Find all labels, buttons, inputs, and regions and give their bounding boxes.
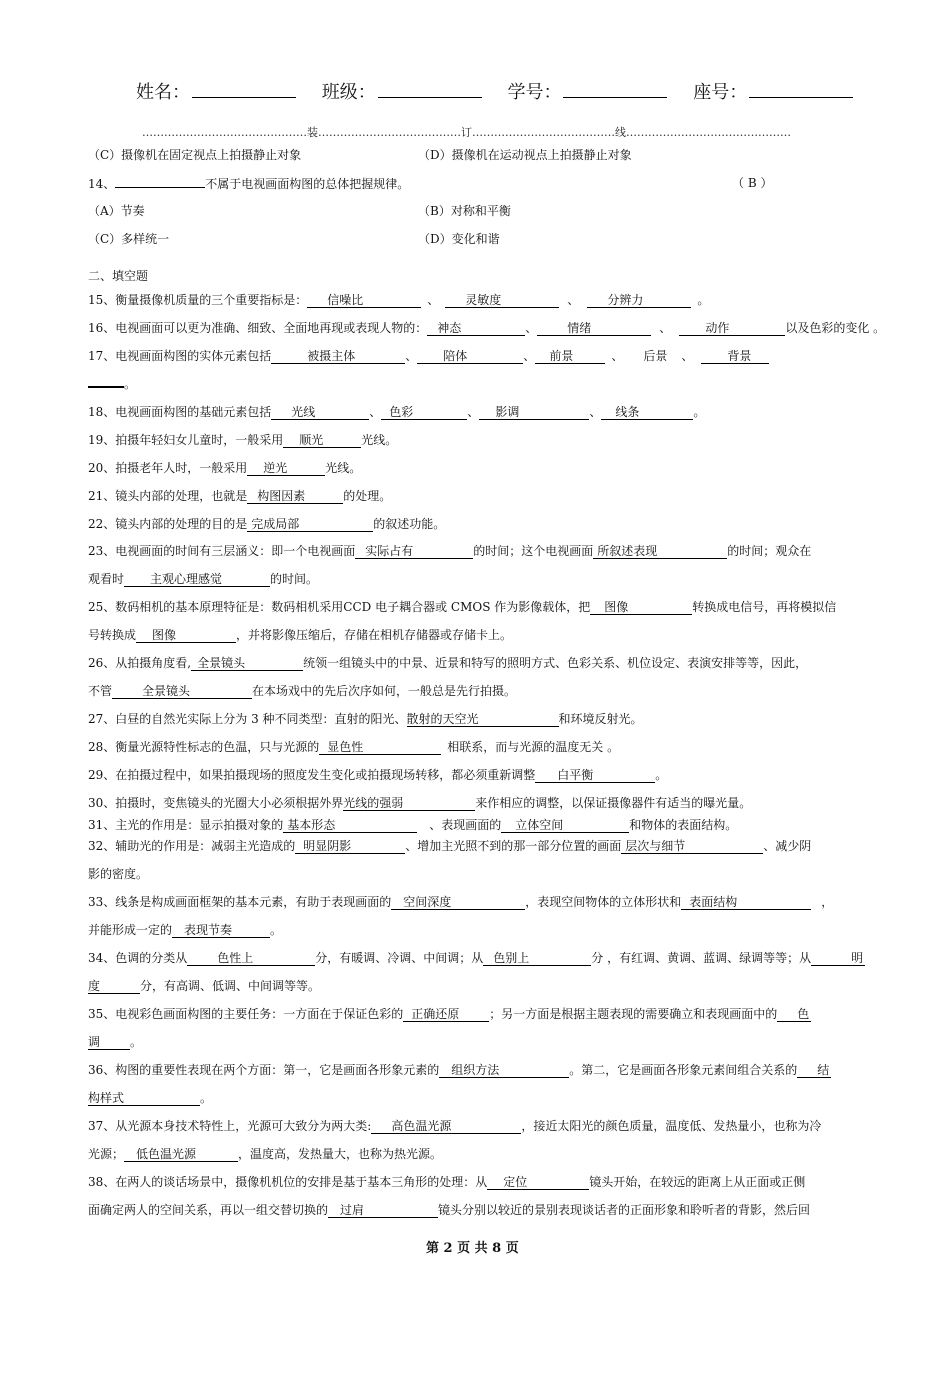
q33-line-1: 33、线条是构成画面框架的基本元素，有助于表现画面的 空间深度 ，表现空间物体的立体形状和 表面结构 ， [88, 895, 834, 909]
q21-answer: 构图因素 [247, 489, 343, 504]
q19: 19、拍摄年轻妇女儿童时，一般采用 顺光 光线。 [88, 433, 398, 447]
q35-line-1: 35、电视彩色画面构图的主要任务：一方面在于保证色彩的 正确还原 ；另一方面是根据主题表现的需要确立和表现画面中的 色 [88, 1007, 810, 1021]
name-label: 姓名： [136, 82, 190, 103]
q29: 29、在拍摄过程中，如果拍摄现场的照度发生变化或拍摄现场转移，都必须重新调整 白平衡 。 [88, 768, 668, 782]
q33-line-2: 并能形成一定的 表现节奏 。 [88, 923, 283, 937]
q34-answer-1: 色性上 [187, 951, 315, 966]
q30: 30、拍摄时，变焦镜头的光圈大小必须根据外界光线的强弱 来作相应的调整，以保证摄像器件有适当的曝光量。 [88, 796, 752, 810]
q14-blank [115, 175, 205, 188]
q18-answer-3: 影调 [479, 405, 589, 420]
q14-option-d: （D）变化和谐 [418, 232, 500, 246]
q26-answer-1: 全景镜头 [191, 656, 303, 671]
seat-label: 座号： [693, 82, 748, 103]
section-title-fill-in: 二、填空题 [88, 269, 149, 283]
q25-answer-2: 图像 [136, 628, 236, 643]
q32-answer-2: 层次与细节 [621, 839, 763, 854]
student-id-field[interactable] [563, 81, 667, 98]
q17-continuation: 。 [88, 374, 136, 392]
q33-answer-1: 空间深度 [391, 895, 525, 910]
q17: 17、电视画面构图的实体元素包括 被摄主体 、 陪体 、 前景 、 后景 、 背景 [88, 348, 769, 364]
q31-answer-2: 立体空间 [501, 818, 629, 833]
q23-line-1: 23、电视画面的时间有三层涵义：即一个电视画面 实际占有 的时间；这个电视画面 所叙述表现 的时间；观众在 [88, 544, 812, 558]
q18: 18、电视画面构图的基础元素包括 光线 、 色彩 、 影调 、 线条 。 [88, 405, 706, 419]
q36-line-2: 构样式 。 [88, 1091, 213, 1105]
q15-answer-3: 分辨力 [587, 293, 691, 308]
binding-seg-2: …………………………………订 [318, 126, 472, 139]
q14-option-a: （A）节奏 [88, 204, 145, 218]
q37-line-1: 37、从光源本身技术特性上，光源可大致分为两大类: 高色温光源 ，接近太阳光的颜色质量，温度低、发热量小，也称为冷 [88, 1119, 822, 1133]
q37-answer-1: 高色温光源 [371, 1119, 521, 1134]
q31-answer-1: 基本形态 [283, 818, 417, 833]
q14-number: 14、 [88, 177, 116, 191]
student-id-label: 学号： [507, 82, 562, 103]
q25-line-2: 号转换成 图像 ，并将影像压缩后，存储在相机存储器或存储卡上。 [88, 628, 513, 642]
q20: 20、拍摄老年人时，一般采用 逆光 光线。 [88, 461, 362, 475]
binding-seg-1: ………………………………………装 [142, 126, 318, 139]
q21: 21、镜头内部的处理，也就是 构图因素 的处理。 [88, 489, 392, 503]
class-label: 班级： [321, 82, 376, 103]
q36-answer-2a: 结 [797, 1063, 831, 1078]
page-number: 第 2 页 共 8 页 [426, 1241, 519, 1256]
q18-answer-2: 色彩 [381, 405, 467, 420]
q14-text: 不属于电视画面构图的总体把握规律。 [205, 177, 410, 191]
q38-answer-1: 定位 [487, 1175, 589, 1190]
q38-line-1: 38、在两人的谈话场景中，摄像机机位的安排是基于基本三角形的处理：从 定位 镜头开始，在较远的距离上从正面或正侧 [88, 1175, 806, 1189]
q18-answer-1: 光线 [271, 405, 369, 420]
q32-answer-1: 明显阴影 [295, 839, 405, 854]
q13-option-d: （D）摄像机在运动视点上拍摄静止对象 [418, 148, 632, 162]
q17-answer-5: 背景 [701, 349, 769, 364]
q26-line-2: 不管 全景镜头 在本场戏中的先后次序如何，一般总是先行拍摄。 [88, 684, 517, 698]
q25-answer-1: 图像 [590, 600, 692, 615]
q16-answer-1: 神态 [427, 321, 525, 336]
q13-option-c: （C）摄像机在固定视点上拍摄静止对象 [88, 148, 302, 162]
q20-answer: 逆光 [247, 461, 325, 476]
q34-answer-3b: 度 [88, 979, 140, 994]
q30-answer: 光线的强弱 [343, 796, 475, 811]
q16: 16、电视画面可以更为准确、细致、全面地再现或表现人物的： 神态 、 情绪 、 动作 以及色彩的变化 。 [88, 321, 886, 335]
q23-answer-3: 主观心理感觉 [124, 572, 270, 587]
q33-answer-3: 表现节奏 [172, 923, 270, 938]
q28: 28、衡量光源特性标志的色温，只与光源的 显色性 相联系，而与光源的温度无关 。 [88, 740, 620, 754]
q27-answer: 散射的天空光 [407, 712, 559, 727]
q16-answer-2: 情绪 [537, 321, 651, 336]
q29-answer: 白平衡 [535, 768, 655, 783]
q23-answer-1: 实际占有 [355, 544, 473, 559]
q14-option-c: （C）多样统一 [88, 232, 170, 246]
q31: 31、主光的作用是：显示拍摄对象的 基本形态 、表现画面的 立体空间 和物体的表面结构。 [88, 818, 738, 832]
q15: 15、衡量摄像机质量的三个重要指标是： 信噪比 、 灵敏度 、 分辨力 。 [88, 293, 710, 307]
q14-option-b: （B）对称和平衡 [418, 204, 511, 218]
q38-answer-2: 过肩 [328, 1203, 438, 1218]
q32-line-1: 32、辅助光的作用是：减弱主光造成的 明显阴影 、增加主光照不到的那一部分位置的画面 层次与细节 、减少阴 [88, 839, 812, 853]
q17-answer-2: 陪体 [417, 349, 523, 364]
q18-answer-4: 线条 [601, 405, 693, 420]
q34-line-2: 度 分，有高调、低调、中间调等等。 [88, 979, 321, 993]
q36-answer-1: 组织方法 [439, 1063, 569, 1078]
q16-answer-3: 动作 [679, 321, 785, 336]
q32-line-2: 影的密度。 [88, 867, 149, 881]
q19-answer: 顺光 [283, 433, 361, 448]
q26-answer-2: 全景镜头 [112, 684, 252, 699]
q33-answer-2: 表面结构 [681, 895, 811, 910]
q17-answer-1: 被摄主体 [271, 349, 405, 364]
q17-item-4: 后景 [643, 349, 668, 363]
q22: 22、镜头内部的处理的目的是 完成局部 的叙述功能。 [88, 517, 446, 531]
q37-line-2: 光源； 低色温光源 ，温度高，发热量大，也称为热光源。 [88, 1147, 443, 1161]
binding-seg-3: …………………………………线 [472, 126, 626, 139]
q34-answer-3a: 明 [811, 951, 865, 966]
q35-answer-2b: 调 [88, 1035, 130, 1050]
q17-answer-3: 前景 [535, 349, 605, 364]
binding-seg-4: ……………………………………… [626, 126, 791, 139]
q38-line-2: 面确定两人的空间关系，再以一组交替切换的 过肩 镜头分别以较近的景别表现谈话者的正面形象和聆听者的背影，然后回 [88, 1203, 811, 1217]
name-field[interactable] [192, 81, 296, 98]
student-info-header [136, 78, 853, 104]
q25-line-1: 25、数码相机的基本原理特征是：数码相机采用CCD 电子耦合器或 CMOS 作为影像载体，把 图像 转换成电信号，再将模拟信 [88, 600, 837, 614]
q23-answer-2: 所叙述表现 [593, 544, 727, 559]
q27: 27、白昼的自然光实际上分为 3 种不同类型：直射的阳光、散射的天空光 和环境反射光。 [88, 712, 643, 726]
q34-line-1: 34、色调的分类从 色性上 分，有暖调、冷调、中间调；从 色别上 分 ，有红调、黄调、蓝调、绿调等等；从 明 [88, 951, 864, 965]
q23-line-2: 观看时 主观心理感觉 的时间。 [88, 572, 319, 586]
seat-field[interactable] [749, 81, 853, 98]
q14-question [88, 175, 409, 192]
q37-answer-2: 低色温光源 [124, 1147, 238, 1162]
q28-answer: 显色性 [319, 740, 441, 755]
q26-line-1: 26、从拍摄角度看, 全景镜头 统领一组镜头中的中景、近景和特写的照明方式、色彩关系、机位设定、表演安排等等，因此， [88, 656, 808, 670]
q35-line-2: 调 。 [88, 1035, 143, 1049]
q14-answer: （ B ） [732, 176, 773, 190]
q22-answer: 完成局部 [247, 517, 373, 532]
q35-answer-1: 正确还原 [403, 1007, 489, 1022]
q36-line-1: 36、构图的重要性表现在两个方面：第一，它是画面各形象元素的 组织方法 。第二，它是画面各形象元素间组合关系的 结 [88, 1063, 830, 1077]
q34-answer-2: 色别上 [483, 951, 591, 966]
q35-answer-2a: 色 [777, 1007, 811, 1022]
q15-answer-1: 信噪比 [307, 293, 421, 308]
q15-answer-2: 灵敏度 [445, 293, 559, 308]
binding-line [142, 124, 791, 140]
class-field[interactable] [378, 81, 482, 98]
q36-answer-2b: 构样式 [88, 1091, 200, 1106]
